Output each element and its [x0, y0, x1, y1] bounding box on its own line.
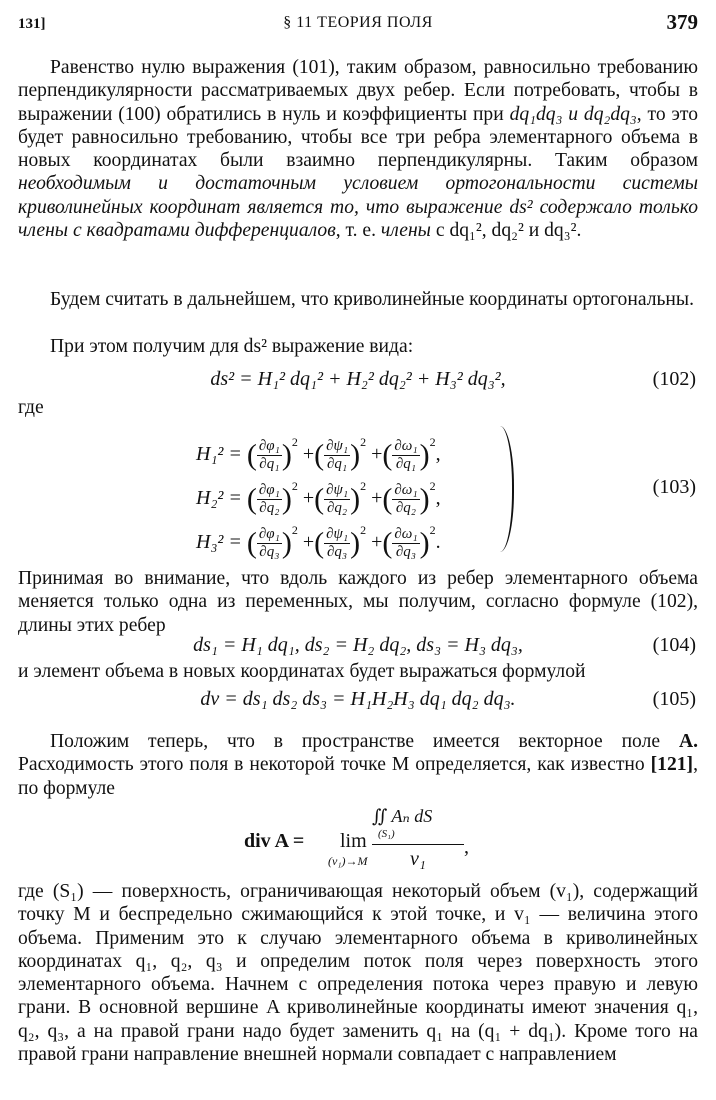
row-lhs: H₃² = [196, 531, 242, 553]
numerator: ∂ψ₁ [326, 525, 349, 542]
vector-symbol: A. [678, 731, 698, 752]
italic-statement: необходимым и достаточным условием ортогональности системы криволинейных координат является то, что выражение ds² содержало только члены с квадратами дифференциалов [18, 173, 698, 242]
paragraph-volume-element: и элемент объема в новых координатах будет выражаться формулой [18, 661, 586, 682]
paragraph-text: Расходимость этого поля в некоторой точке M определяется, как известно [18, 754, 651, 776]
equation-number: (103) [652, 476, 696, 498]
reference: [121] [650, 754, 694, 776]
equation-body: ds² = H₁² dq₁² + H₂² dq₂² + H₃² dq₃², [210, 368, 506, 390]
equation-body: ds₁ = H₁ dq₁, ds₂ = H₂ dq₂, ds₃ = H₃ dq₃, [193, 634, 523, 656]
denominator: ∂q₃ [259, 543, 280, 560]
row-lhs: H₁² = [196, 443, 242, 465]
numerator: ∂φ₁ [258, 437, 280, 454]
divergence-formula [0, 802, 716, 872]
numerator: ∂ω₁ [394, 525, 418, 542]
equation-102 [0, 368, 716, 396]
equation-103-row: H₃² = ( $\frac{\text{∂φ₁}}{\text{∂q₃}}$ )$^2$ +( $\frac{\text{∂ψ₁}}{\text{∂q₃}}$ )$^2$ +( $\frac{\text{∂ω₁}}{\text{∂q₃}}$ )$^2$. [196, 523, 441, 560]
equation-103-row: H₁² = ( $\frac{\text{∂φ₁}}{\text{∂q₁}}$ )$^2$ +( $\frac{\text{∂ψ₁}}{\text{∂q₁}}$ )$^2$ +( $\frac{\text{∂ω₁}}{\text{∂q₁}}$ )$^2$, [196, 435, 441, 472]
numerator: ∂ψ₁ [326, 481, 349, 498]
volume-denominator: v₁ [410, 848, 426, 870]
numerator: ∂ω₁ [394, 481, 418, 498]
equation-number: (105) [652, 688, 696, 710]
equation-number: (104) [652, 634, 696, 656]
equation-104 [0, 634, 716, 662]
paragraph-edge-lengths: Принимая во внимание, что вдоль каждого из ребер элементарного объема меняется только одна из переменных, мы получим, согласно формуле (102), длины этих ребер [18, 568, 698, 636]
header-title: § 11 ТЕОРИЯ ПОЛЯ [283, 14, 433, 31]
denominator: ∂q₃ [327, 543, 348, 560]
formula-end: , [464, 836, 469, 858]
paragraph-text: Положим теперь, что в пространстве имеется векторное поле [50, 731, 679, 752]
numerator: ∂φ₁ [258, 525, 280, 542]
paragraph-flux: где (S₁) — поверхность, ограничивающая некоторый объем (v₁), содержащий точку M и беспредельно сжимающийся к этой точке, и v₁ — величина этого объема. Применим это к случаю элементарного объема в криволинейных координатах q₁, q₂, q₃ и определим поток поля через поверхность этого элементарного объема. Начнем с определения потока через правую и левую грани. В основной вершине A криволинейные координаты имеют значения q₁, q₂, q₃, а на правой грани надо будет заменить q₁ на (q₁ + dq₁). Кроме того на правой грани направление внешней нормали совпадает с направлением [18, 881, 698, 1066]
header-section-ref: 131] [18, 16, 46, 32]
paragraph-text: , то это будет равносильно требованию, чтобы все три ребра элементарного объема в новых координатах были взаимно перпендикулярны. Таким образом [18, 103, 699, 172]
row-lhs: H₂² = [196, 487, 242, 509]
equation-105 [0, 688, 716, 716]
integral-subscript: (S₁) [378, 828, 395, 840]
page-number: 379 [666, 10, 698, 34]
denominator: ∂q₁ [327, 455, 348, 472]
italic-word: члены [380, 220, 431, 242]
limit-operator: lim [340, 830, 367, 852]
paragraph-ds-expression: При этом получим для ds² выражение вида: [50, 336, 414, 357]
surface-integral: ∬ Aₙ dS [372, 806, 433, 826]
equation-103-row: H₂² = ( $\frac{\text{∂φ₁}}{\text{∂q₂}}$ )$^2$ +( $\frac{\text{∂ψ₁}}{\text{∂q₂}}$ )$^2$ +( $\frac{\text{∂ω₁}}{\text{∂q₂}}$ )$^2$, [196, 479, 441, 516]
paragraph-orthogonality [18, 56, 698, 242]
numerator: ∂ψ₁ [326, 437, 349, 454]
paragraph-text: с dq₁², dq₂² и dq₃². [430, 220, 582, 242]
page-header [18, 10, 698, 38]
row-end: , [435, 443, 441, 465]
paragraph-divergence-intro [18, 730, 698, 800]
denominator: ∂q₂ [327, 499, 348, 516]
equation-body: dv = ds₁ ds₂ ds₃ = H₁H₂H₃ dq₁ dq₂ dq₃. [200, 688, 516, 710]
equation-number: (102) [652, 368, 696, 390]
denominator: ∂q₁ [259, 455, 280, 472]
limit-subscript: (v₁)→M [328, 854, 368, 868]
denominator: ∂q₂ [259, 499, 280, 516]
paragraph-text: , по формуле [18, 754, 698, 799]
div-lhs: div A = [244, 830, 305, 852]
paragraph-assumption: Будем считать в дальнейшем, что криволинейные координаты ортогональны. [50, 289, 694, 310]
paragraph-text: Равенство нулю выражения (101), таким образом, равносильно требованию перпендикулярности рассматриваемых двух ребер. Если потребовать, чтобы в выражении (100) обратились в нуль и коэффициенты при [18, 57, 698, 125]
paragraph-text: , т. е. [335, 220, 381, 242]
equation-103-number [0, 476, 716, 504]
inline-formula: dq₁dq₃ и dq₂dq₃ [509, 103, 637, 125]
numerator: ∂φ₁ [258, 481, 280, 498]
denominator: ∂q₃ [395, 543, 417, 560]
row-end: , [435, 487, 441, 509]
row-end: . [435, 531, 441, 553]
denominator: ∂q₂ [395, 499, 417, 516]
denominator: ∂q₁ [395, 455, 417, 472]
word-where: где [18, 397, 44, 418]
numerator: ∂ω₁ [394, 437, 418, 454]
fraction-bar [372, 844, 464, 845]
